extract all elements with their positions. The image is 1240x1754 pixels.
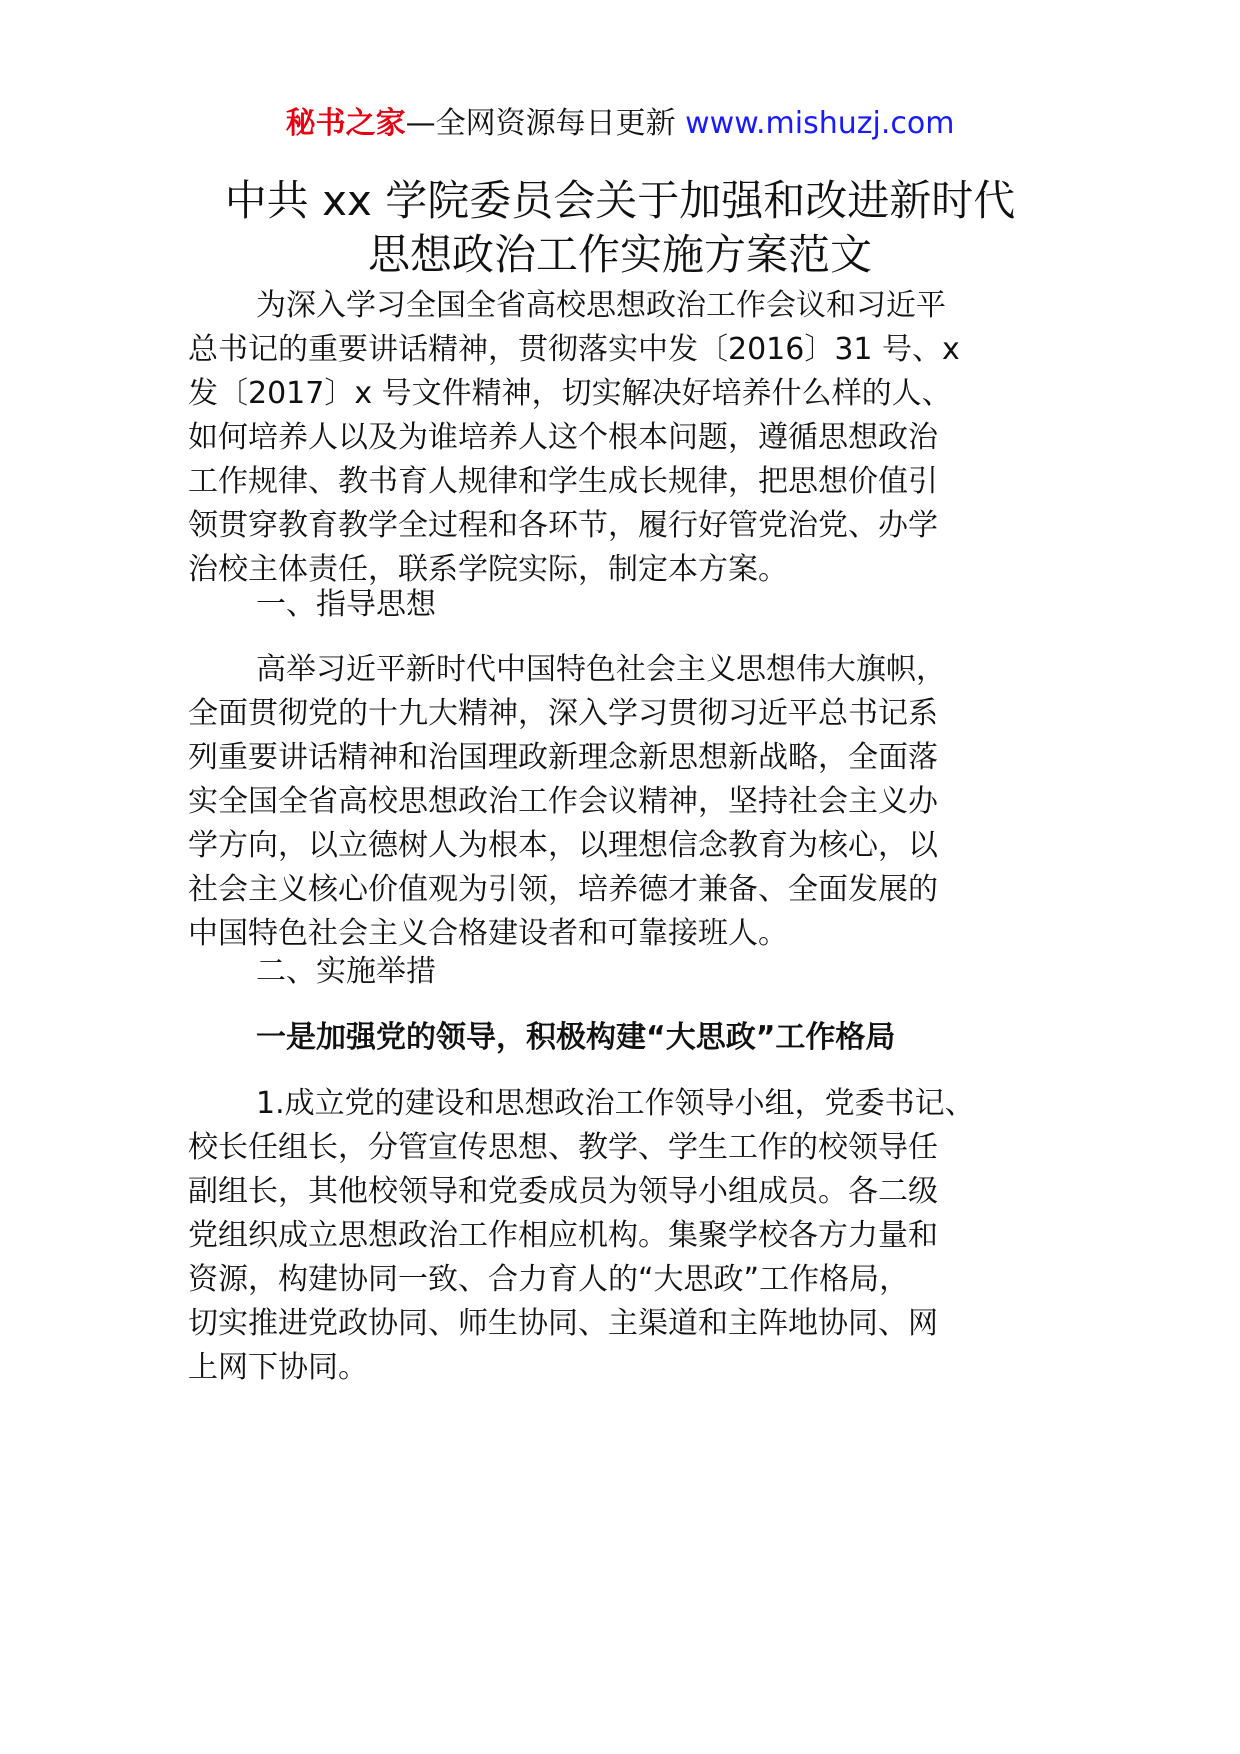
intro-line: 发〔2017〕x 号文件精神，切实解决好培养什么样的人、 <box>188 376 952 411</box>
intro-line: 治校主体责任，联系学院实际，制定本方案。 <box>188 552 788 587</box>
paragraph-line: 列重要讲话精神和治国理政新理念新思想新战略，全面落 <box>188 740 938 775</box>
paragraph-line: 切实推进党政协同、师生协同、主渠道和主阵地协同、网 <box>188 1306 938 1341</box>
section-heading-guiding-ideology: 一、指导思想 <box>256 587 436 622</box>
title-line-2: 思想政治工作实施方案范文 <box>367 230 872 279</box>
paragraph-line: 实全国全省高校思想政治工作会议精神，坚持社会主义办 <box>188 784 938 819</box>
site-header <box>0 104 1240 144</box>
paragraph-line: 副组长，其他校领导和党委成员为领导小组成员。各二级 <box>188 1174 938 1209</box>
intro-line: 工作规律、教书育人规律和学生成长规律，把思想价值引 <box>188 464 938 499</box>
paragraph-line: 社会主义核心价值观为引领，培养德才兼备、全面发展的 <box>188 872 938 907</box>
subheading-party-leadership: 一是加强党的领导，积极构建“大思政”工作格局 <box>256 1020 896 1055</box>
intro-line: 总书记的重要讲话精神，贯彻落实中发〔2016〕31 号、x <box>188 332 960 367</box>
paragraph-line: 1.成立党的建设和思想政治工作领导小组，党委书记、 <box>256 1086 975 1121</box>
paragraph-line: 资源，构建协同一致、合力育人的“大思政”工作格局， <box>188 1262 910 1297</box>
paragraph-line: 校长任组长，分管宣传思想、教学、学生工作的校领导任 <box>188 1130 938 1165</box>
paragraph-line: 高举习近平新时代中国特色社会主义思想伟大旗帜， <box>256 652 946 687</box>
header-tagline: —全网资源每日更新 <box>405 106 676 141</box>
title-line-1: 中共 xx 学院委员会关于加强和改进新时代 <box>224 176 1016 225</box>
section-heading-measures: 二、实施举措 <box>256 954 436 989</box>
paragraph-line: 学方向，以立德树人为根本，以理想信念教育为核心，以 <box>188 828 938 863</box>
intro-line: 如何培养人以及为谁培养人这个根本问题，遵循思想政治 <box>188 420 938 455</box>
site-url-link[interactable]: www.mishuzj.com <box>685 106 955 141</box>
intro-line: 领贯穿教育教学全过程和各环节，履行好管党治党、办学 <box>188 508 938 543</box>
guiding-ideology-paragraph <box>188 648 1068 956</box>
intro-paragraph <box>188 284 1068 592</box>
document-title <box>150 174 1090 282</box>
intro-line: 为深入学习全国全省高校思想政治工作会议和习近平 <box>256 288 946 323</box>
paragraph-line: 党组织成立思想政治工作相应机构。集聚学校各方力量和 <box>188 1218 938 1253</box>
measures-paragraph <box>188 1082 1068 1390</box>
paragraph-line: 全面贯彻党的十九大精神，深入学习贯彻习近平总书记系 <box>188 696 938 731</box>
paragraph-line: 上网下协同。 <box>188 1350 368 1385</box>
brand-name: 秘书之家 <box>285 106 406 141</box>
paragraph-line: 中国特色社会主义合格建设者和可靠接班人。 <box>188 916 788 951</box>
